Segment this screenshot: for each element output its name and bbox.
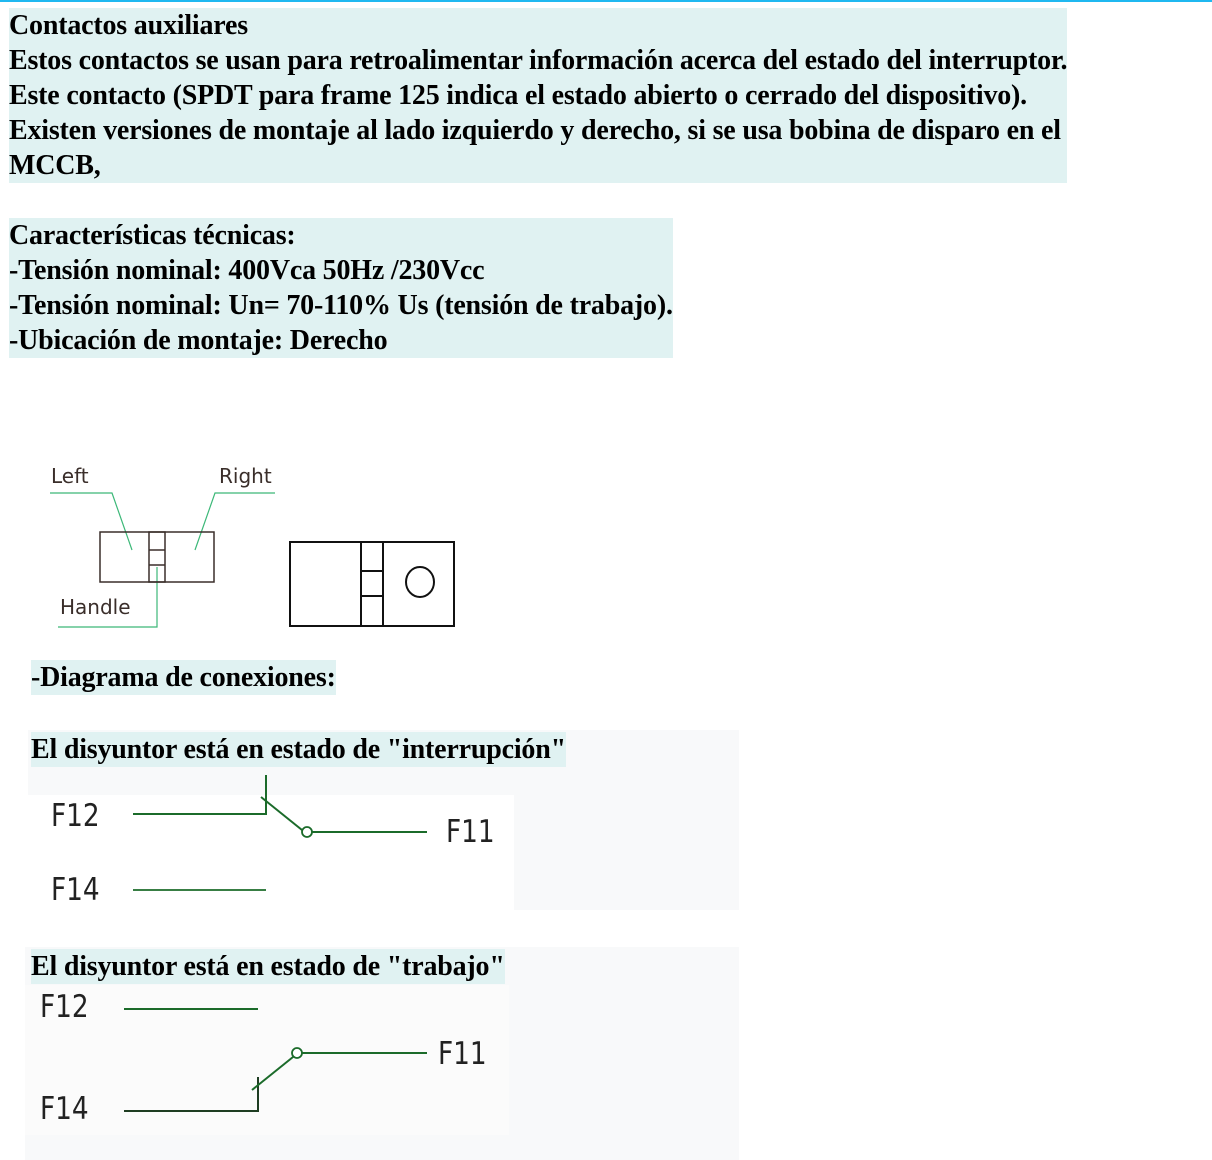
specs-section	[9, 218, 673, 358]
connections-title: -Diagrama de conexiones:	[31, 662, 336, 693]
state-interruption-title: El disyuntor está en estado de "interrupción"	[31, 734, 566, 765]
mount-diagram	[30, 455, 470, 640]
intro-line: MCCB,	[9, 148, 1067, 183]
spec-item: -Tensión nominal: 400Vca 50Hz /230Vcc	[9, 253, 673, 288]
terminal-f11: F11	[446, 814, 495, 850]
intro-line: Estos contactos se usan para retroalimentar información acerca del estado del interruptor.	[9, 45, 1068, 76]
specs-title: Características técnicas:	[9, 218, 673, 253]
terminal-f14: F14	[51, 872, 100, 908]
label-left: Left	[51, 464, 89, 488]
intro-line: Existen versiones de montaje al lado izquierdo y derecho, si se usa bobina de disparo en el	[9, 113, 1067, 148]
intro-section	[9, 8, 1067, 183]
spec-item: -Tensión nominal: Un= 70-110% Us (tensión de trabajo).	[9, 290, 673, 321]
terminal-f11: F11	[438, 1036, 487, 1072]
state-working-title: El disyuntor está en estado de "trabajo"	[31, 951, 505, 982]
switch-open-diagram	[28, 730, 739, 910]
terminal-f12: F12	[40, 989, 89, 1025]
state-interruption-panel	[28, 730, 739, 910]
label-handle: Handle	[60, 595, 131, 619]
connections-section	[31, 660, 336, 695]
intro-line: Este contacto (SPDT para frame 125 indica el estado abierto o cerrado del dispositivo).	[9, 78, 1067, 113]
top-rule	[0, 0, 1212, 2]
spec-item: -Ubicación de montaje: Derecho	[9, 323, 673, 358]
switch-closed-diagram	[25, 947, 739, 1160]
terminal-f12: F12	[51, 798, 100, 834]
terminal-f14: F14	[40, 1091, 89, 1127]
state-working-panel	[25, 947, 739, 1160]
intro-title: Contactos auxiliares	[9, 8, 1067, 43]
label-right: Right	[219, 464, 272, 488]
